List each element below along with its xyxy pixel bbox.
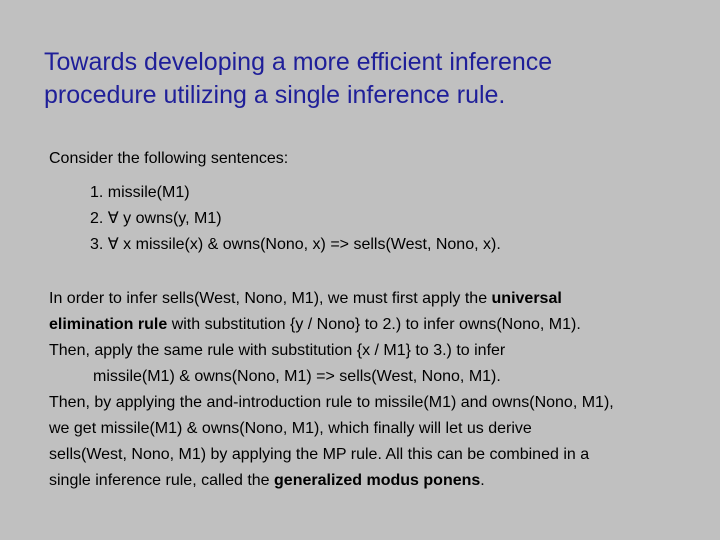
explanation-line: [49, 315, 714, 341]
explanation-line: we get missile(M1) & owns(Nono, M1), which finally will let us derive: [49, 420, 532, 437]
title-line-1: Towards developing a more efficient inference: [44, 48, 553, 76]
term-elimination-rule: elimination rule: [49, 316, 168, 333]
explanation-line: Then, apply the same rule with substitution {x / M1} to 3.) to infer: [49, 342, 506, 359]
text-run: single inference rule, called the: [49, 472, 275, 489]
term-universal: universal: [491, 290, 562, 307]
explanation-line: [49, 471, 714, 497]
text-run: .: [480, 472, 485, 489]
sentence-item: 3. ∀ x missile(x) & owns(Nono, x) => sells(West, Nono, x).: [90, 236, 501, 253]
sentence-item: 1. missile(M1): [90, 184, 190, 201]
explanation-line: sells(West, Nono, M1) by applying the MP rule. All this can be combined in a: [49, 446, 590, 463]
sentence-item: 2. ∀ y owns(y, M1): [90, 210, 222, 227]
title-line-2: procedure utilizing a single inference rule.: [44, 81, 506, 109]
text-run: with substitution {y / Nono} to 2.) to infer owns(Nono, M1).: [167, 316, 581, 333]
sentence-list: [90, 183, 501, 261]
explanation-paragraph: [49, 289, 714, 497]
explanation-line-indented: missile(M1) & owns(Nono, M1) => sells(West, Nono, M1).: [93, 368, 501, 385]
slide-title: [44, 46, 694, 112]
explanation-line: Then, by applying the and-introduction rule to missile(M1) and owns(Nono, M1),: [49, 394, 614, 411]
explanation-line: [49, 289, 714, 315]
term-generalized-modus-ponens: generalized modus ponens: [274, 472, 481, 489]
text-run: In order to infer sells(West, Nono, M1), we must first apply the: [49, 290, 492, 307]
intro-text: Consider the following sentences:: [49, 150, 289, 167]
